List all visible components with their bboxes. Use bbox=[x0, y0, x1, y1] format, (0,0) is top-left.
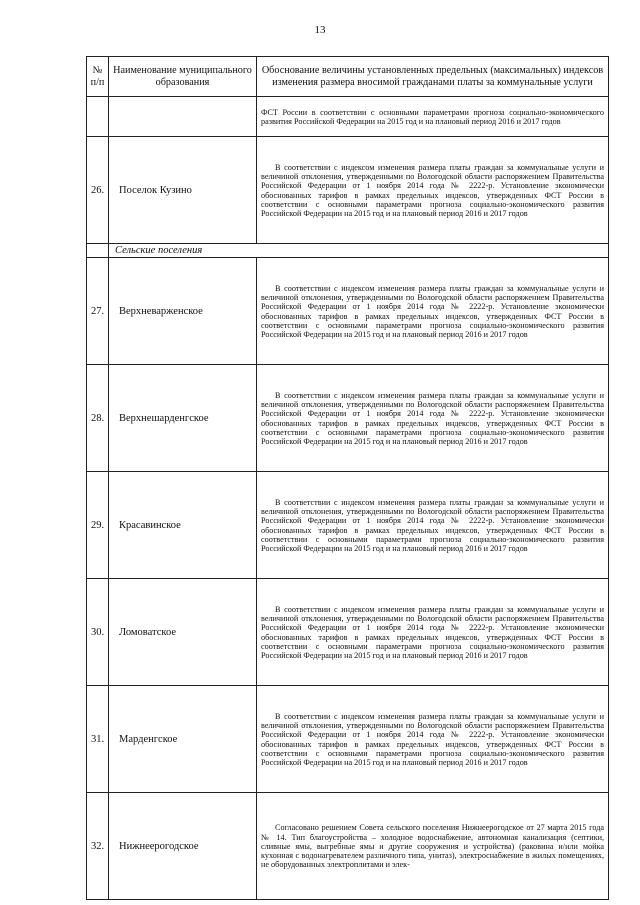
justification-text: В соответствии с индексом изменения размера платы граждан за коммунальные услуги и величиной отклонения, утвержденными по Вологодской области распоряжением Правительства Российской Федерации от 1 ноября 2014 года № 2222-р. Установление экономически обоснованных тарифов в рамках предельных индексов, утвержденных ФСТ России в соответствии с основными параметрами прогноза социально-экономического развития Российской Федерации на 2015 год и на плановый период 2016 и 2017 годов bbox=[261, 604, 604, 661]
section-row bbox=[87, 244, 609, 258]
table-header-row bbox=[87, 57, 609, 97]
row-number: 26. bbox=[87, 137, 109, 244]
header-num: № п/п bbox=[87, 57, 109, 97]
table-body bbox=[87, 97, 609, 900]
section-title: Сельские поселения bbox=[109, 244, 609, 258]
municipality-name: Верхневарженское bbox=[109, 258, 257, 365]
row-number: 27. bbox=[87, 258, 109, 365]
justification-text: В соответствии с индексом изменения размера платы граждан за коммунальные услуги и величиной отклонения, утвержденными по Вологодской области распоряжением Правительства Российской Федерации от 1 ноября 2014 года № 2222-р. Установление экономически обоснованных тарифов в рамках предельных индексов, утвержденных ФСТ России в соответствии с основными параметрами прогноза социально-экономического развития Российской Федерации на 2015 год и на плановый период 2016 и 2017 годов bbox=[261, 390, 604, 447]
row-number: 28. bbox=[87, 365, 109, 472]
table-row bbox=[87, 365, 609, 472]
municipality-name: Марденгское bbox=[109, 686, 257, 793]
table-row bbox=[87, 137, 609, 244]
header-name: Наименование муниципального образования bbox=[109, 57, 257, 97]
table-row bbox=[87, 579, 609, 686]
row-number: 32. bbox=[87, 793, 109, 900]
justification-cell bbox=[257, 258, 609, 365]
table-row bbox=[87, 793, 609, 900]
municipality-name: Ломоватское bbox=[109, 579, 257, 686]
justification-cell bbox=[257, 579, 609, 686]
row-number: 29. bbox=[87, 472, 109, 579]
page-number: 13 bbox=[314, 24, 326, 36]
justification-text: ФСТ России в соответствии с основными параметрами прогноза социально-экономического развития Российской Федерации на 2015 год и на плановый период 2016 и 2017 годов bbox=[261, 107, 604, 126]
justification-cell bbox=[257, 97, 609, 137]
section-num-cell bbox=[87, 244, 109, 258]
justification-text: В соответствии с индексом изменения размера платы граждан за коммунальные услуги и величиной отклонения, утвержденными по Вологодской области распоряжением Правительства Российской Федерации от 1 ноября 2014 года № 2222-р. Установление экономически обоснованных тарифов в рамках предельных индексов, утвержденных ФСТ России в соответствии с основными параметрами прогноза социально-экономического развития Российской Федерации на 2015 год и на плановый период 2016 и 2017 годов bbox=[261, 711, 604, 768]
justification-text: В соответствии с индексом изменения размера платы граждан за коммунальные услуги и величиной отклонения, утвержденными по Вологодской области распоряжением Правительства Российской Федерации от 1 ноября 2014 года № 2222-р. Установление экономически обоснованных тарифов в рамках предельных индексов, утвержденных ФСТ России в соответствии с основными параметрами прогноза социально-экономического развития Российской Федерации на 2015 год и на плановый период 2016 и 2017 годов bbox=[261, 497, 604, 554]
row-number: 30. bbox=[87, 579, 109, 686]
table-row bbox=[87, 472, 609, 579]
justification-cell bbox=[257, 137, 609, 244]
justification-text: В соответствии с индексом изменения размера платы граждан за коммунальные услуги и величиной отклонения, утвержденными по Вологодской области распоряжением Правительства Российской Федерации от 1 ноября 2014 года № 2222-р. Установление экономически обоснованных тарифов в рамках предельных индексов, утвержденных ФСТ России в соответствии с основными параметрами прогноза социально-экономического развития Российской Федерации на 2015 год и на плановый период 2016 и 2017 годов bbox=[261, 283, 604, 340]
justification-text: Согласовано решением Совета сельского поселения Нижнеерогодское от 27 марта 2015 года № 14. Тип благоустройства – холодное водоснабжение, автономная канализация (септики, сливные ямы, выгребные ямы и другие сооружения и устройства) (раковина и/или мойка кухонная с водонагревателем различного типа, унитаз), электроснабжение в жилых помещениях, не оборудованных электроплитами и элек- bbox=[261, 823, 604, 870]
municipality-name: Верхнешарденгское bbox=[109, 365, 257, 472]
table-row bbox=[87, 97, 609, 137]
row-number bbox=[87, 97, 109, 137]
header-justification: Обоснование величины установленных предельных (максимальных) индексов изменения размера вносимой гражданами платы за коммунальные услуги bbox=[257, 57, 609, 97]
justification-table bbox=[86, 56, 609, 900]
table-row bbox=[87, 686, 609, 793]
justification-text: В соответствии с индексом изменения размера платы граждан за коммунальные услуги и величиной отклонения, утвержденными по Вологодской области распоряжением Правительства Российской Федерации от 1 ноября 2014 года № 2222-р. Установление экономически обоснованных тарифов в рамках предельных индексов, утвержденных ФСТ России в соответствии с основными параметрами прогноза социально-экономического развития Российской Федерации на 2015 год и на плановый период 2016 и 2017 годов bbox=[261, 162, 604, 219]
municipality-name: Нижнеерогодское bbox=[109, 793, 257, 900]
municipality-name bbox=[109, 97, 257, 137]
row-number: 31. bbox=[87, 686, 109, 793]
justification-cell bbox=[257, 686, 609, 793]
municipality-name: Поселок Кузино bbox=[109, 137, 257, 244]
municipality-name: Красавинское bbox=[109, 472, 257, 579]
table-row bbox=[87, 258, 609, 365]
justification-cell bbox=[257, 793, 609, 900]
justification-cell bbox=[257, 472, 609, 579]
justification-cell bbox=[257, 365, 609, 472]
